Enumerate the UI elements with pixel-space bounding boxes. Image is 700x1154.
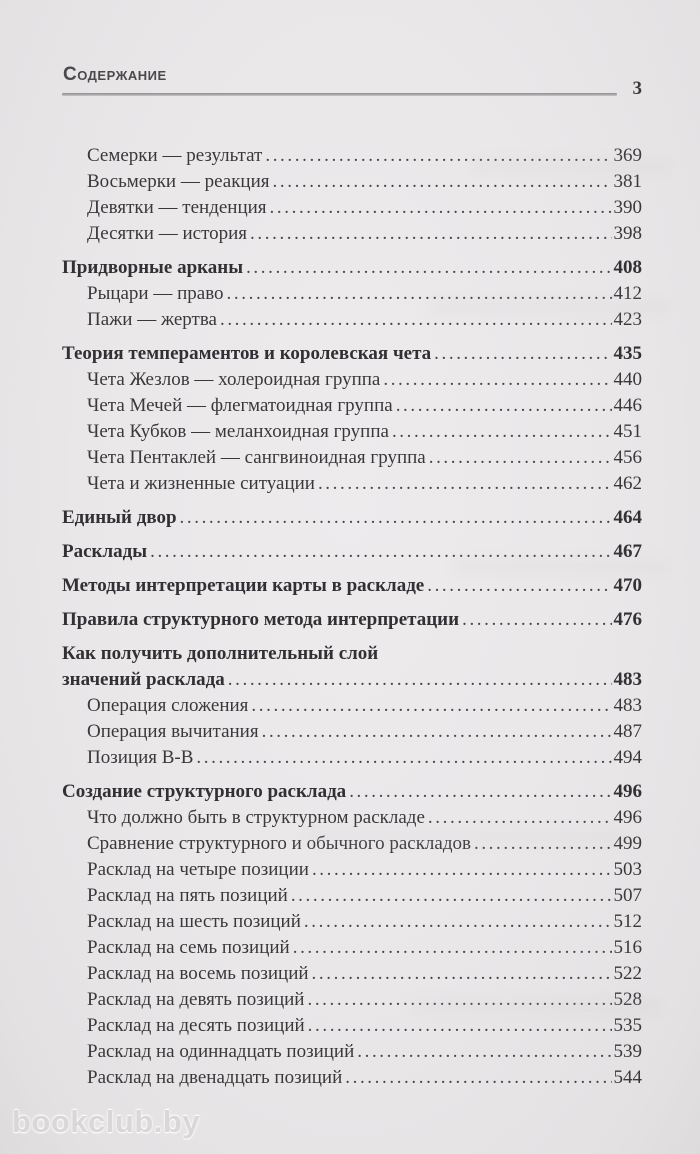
toc-entry-page: 476 — [613, 609, 642, 630]
toc-entry — [62, 505, 642, 531]
toc-entry — [62, 419, 642, 445]
running-head — [62, 64, 642, 99]
toc-entry — [62, 935, 642, 961]
toc-leader-dots — [429, 445, 612, 471]
toc-entry — [62, 745, 642, 771]
toc-leader-dots — [227, 281, 612, 307]
toc-entry-label: Пажи — жертва — [87, 309, 217, 330]
watermark: bookclub.by — [12, 1104, 201, 1139]
toc-entry-label: Расклады — [62, 541, 148, 562]
toc-entry-page: 462 — [613, 473, 642, 494]
toc-leader-dots — [383, 367, 611, 393]
toc-entry-label: Правила структурного метода интерпретации — [62, 609, 460, 630]
toc-entry-page: 487 — [613, 721, 642, 742]
toc-entry-page: 528 — [613, 989, 642, 1010]
toc-leader-dots — [246, 255, 611, 281]
toc-entry — [62, 367, 642, 393]
toc-leader-dots — [427, 573, 611, 599]
toc-entry-label: Восьмерки — реакция — [87, 171, 270, 192]
toc-entry-page: 446 — [613, 395, 642, 416]
toc-entry-label: Сравнение структурного и обычного раскладов — [87, 833, 471, 854]
toc-entry-page: 503 — [613, 859, 642, 880]
toc-entry-page: 456 — [613, 447, 642, 468]
toc-entry-label: Расклад на семь позиций — [87, 937, 290, 958]
toc-entry-label: Расклад на двенадцать позиций — [87, 1067, 343, 1088]
toc-entry-page: 512 — [613, 911, 642, 932]
toc-entry-page: 496 — [613, 781, 642, 802]
toc-entry — [62, 641, 642, 667]
toc-entry — [62, 471, 642, 497]
toc-entry — [62, 143, 642, 169]
toc-leader-dots — [307, 987, 611, 1013]
toc-entry-label: Расклад на одиннадцать позиций — [87, 1041, 355, 1062]
toc-entry — [62, 169, 642, 195]
toc-entry-page: 451 — [613, 421, 642, 442]
toc-entry — [62, 1039, 642, 1065]
toc-entry-label: Девятки — тенденция — [87, 197, 267, 218]
toc-entry — [62, 719, 642, 745]
toc-leader-dots — [462, 607, 611, 633]
toc-entry-page: 470 — [613, 575, 642, 596]
toc-entry-label: Расклад на десять позиций — [87, 1015, 305, 1036]
toc-entry-label: Семерки — результат — [87, 145, 263, 166]
toc-entry — [62, 195, 642, 221]
toc-entry — [62, 1013, 642, 1039]
toc-entry — [62, 445, 642, 471]
toc-entry-label: Единый двор — [62, 507, 177, 528]
toc-entry-label: Расклад на пять позиций — [87, 885, 288, 906]
toc-entry-label: значений расклада — [62, 669, 225, 690]
toc-entry-page: 464 — [613, 507, 642, 528]
toc-entry-label: Создание структурного расклада — [62, 781, 347, 802]
toc-entry-page: 499 — [613, 833, 642, 854]
toc-entry — [62, 779, 642, 805]
toc-entry-page: 408 — [613, 257, 642, 278]
toc-leader-dots — [150, 539, 611, 565]
toc-entry-label: Расклад на восемь позиций — [87, 963, 309, 984]
toc-entry-page: 467 — [613, 541, 642, 562]
toc-entry-label: Чета Пентаклей — сангвиноидная группа — [87, 447, 426, 468]
toc-leader-dots — [312, 857, 612, 883]
toc-leader-dots — [228, 667, 612, 693]
toc-entry — [62, 805, 642, 831]
toc-entry — [62, 909, 642, 935]
toc-leader-dots — [318, 471, 612, 497]
toc-leader-dots — [392, 419, 612, 445]
toc-entry — [62, 961, 642, 987]
toc-leader-dots — [265, 143, 611, 169]
toc-entry-label: Методы интерпретации карты в раскладе — [62, 575, 425, 596]
toc-entry-page: 516 — [613, 937, 642, 958]
toc-leader-dots — [434, 341, 611, 367]
toc-entry-label: Чета и жизненные ситуации — [87, 473, 315, 494]
toc-entry-label: Позиция В-В — [87, 747, 194, 768]
toc-entry — [62, 607, 642, 633]
toc-leader-dots — [293, 935, 612, 961]
toc-leader-dots — [291, 883, 612, 909]
toc-entry — [62, 221, 642, 247]
page-number: 3 — [632, 77, 642, 99]
toc-entry — [62, 667, 642, 693]
toc-leader-dots — [474, 831, 612, 857]
toc-entry-page: 423 — [613, 309, 642, 330]
toc-entry-page: 544 — [613, 1067, 642, 1088]
toc-entry-label: Чета Кубков — меланхоидная группа — [87, 421, 389, 442]
toc-entry-page: 398 — [613, 223, 642, 244]
page-title: Содержание — [63, 64, 167, 85]
toc-leader-dots — [251, 693, 611, 719]
toc-entry-page: 390 — [613, 197, 642, 218]
toc-entry-label: Операция вычитания — [87, 721, 259, 742]
toc-entry — [62, 857, 642, 883]
toc-entry — [62, 883, 642, 909]
toc-entry-page: 494 — [613, 747, 642, 768]
toc-leader-dots — [428, 805, 612, 831]
running-head-left — [62, 64, 617, 96]
toc-entry-label: Чета Жезлов — холероидная группа — [87, 369, 381, 390]
toc-entry — [62, 255, 642, 281]
toc-leader-dots — [196, 745, 611, 771]
toc-list — [62, 143, 642, 1091]
toc-entry — [62, 393, 642, 419]
toc-leader-dots — [180, 505, 612, 531]
toc-entry-page: 496 — [613, 807, 642, 828]
toc-leader-dots — [273, 169, 612, 195]
toc-leader-dots — [308, 1013, 612, 1039]
toc-entry-page: 483 — [613, 669, 642, 690]
toc-entry-page: 412 — [613, 283, 642, 304]
toc-entry-page: 440 — [613, 369, 642, 390]
toc-entry — [62, 539, 642, 565]
toc-entry-label: Как получить дополнительный слой — [62, 643, 379, 664]
toc-entry-page: 535 — [613, 1015, 642, 1036]
toc-entry — [62, 693, 642, 719]
toc-entry-page: 522 — [613, 963, 642, 984]
toc-entry — [62, 573, 642, 599]
toc-leader-dots — [250, 221, 611, 247]
toc-entry — [62, 307, 642, 333]
toc-entry-label: Рыцари — право — [87, 283, 224, 304]
toc-entry-label: Придворные арканы — [62, 257, 244, 278]
toc-leader-dots — [396, 393, 612, 419]
toc-entry-page: 369 — [613, 145, 642, 166]
toc-entry-label: Что должно быть в структурном раскладе — [87, 807, 425, 828]
toc-entry-label: Десятки — история — [87, 223, 248, 244]
toc-entry-page: 507 — [613, 885, 642, 906]
toc-leader-dots — [262, 719, 612, 745]
toc-entry-label: Теория темпераментов и королевская чета — [62, 343, 432, 364]
toc-entry-page: 435 — [613, 343, 642, 364]
toc-entry — [62, 987, 642, 1013]
toc-entry-page: 483 — [613, 695, 642, 716]
toc-entry-label: Расклад на четыре позиции — [87, 859, 309, 880]
toc-entry — [62, 831, 642, 857]
toc-leader-dots — [312, 961, 612, 987]
toc-leader-dots — [220, 307, 612, 333]
toc-leader-dots — [345, 1065, 611, 1091]
toc-entry — [62, 281, 642, 307]
toc-entry-page: 539 — [613, 1041, 642, 1062]
toc-entry-label: Расклад на шесть позиций — [87, 911, 301, 932]
toc-entry-label: Чета Мечей — флегматоидная группа — [87, 395, 393, 416]
toc-leader-dots — [349, 779, 611, 805]
toc-entry-label: Расклад на девять позиций — [87, 989, 305, 1010]
toc-entry-page: 381 — [613, 171, 642, 192]
toc-entry — [62, 1065, 642, 1091]
toc-leader-dots — [304, 909, 612, 935]
toc-leader-dots — [357, 1039, 611, 1065]
toc-leader-dots — [270, 195, 612, 221]
toc-entry — [62, 341, 642, 367]
header-rule — [62, 93, 617, 96]
toc-entry-label: Операция сложения — [87, 695, 249, 716]
